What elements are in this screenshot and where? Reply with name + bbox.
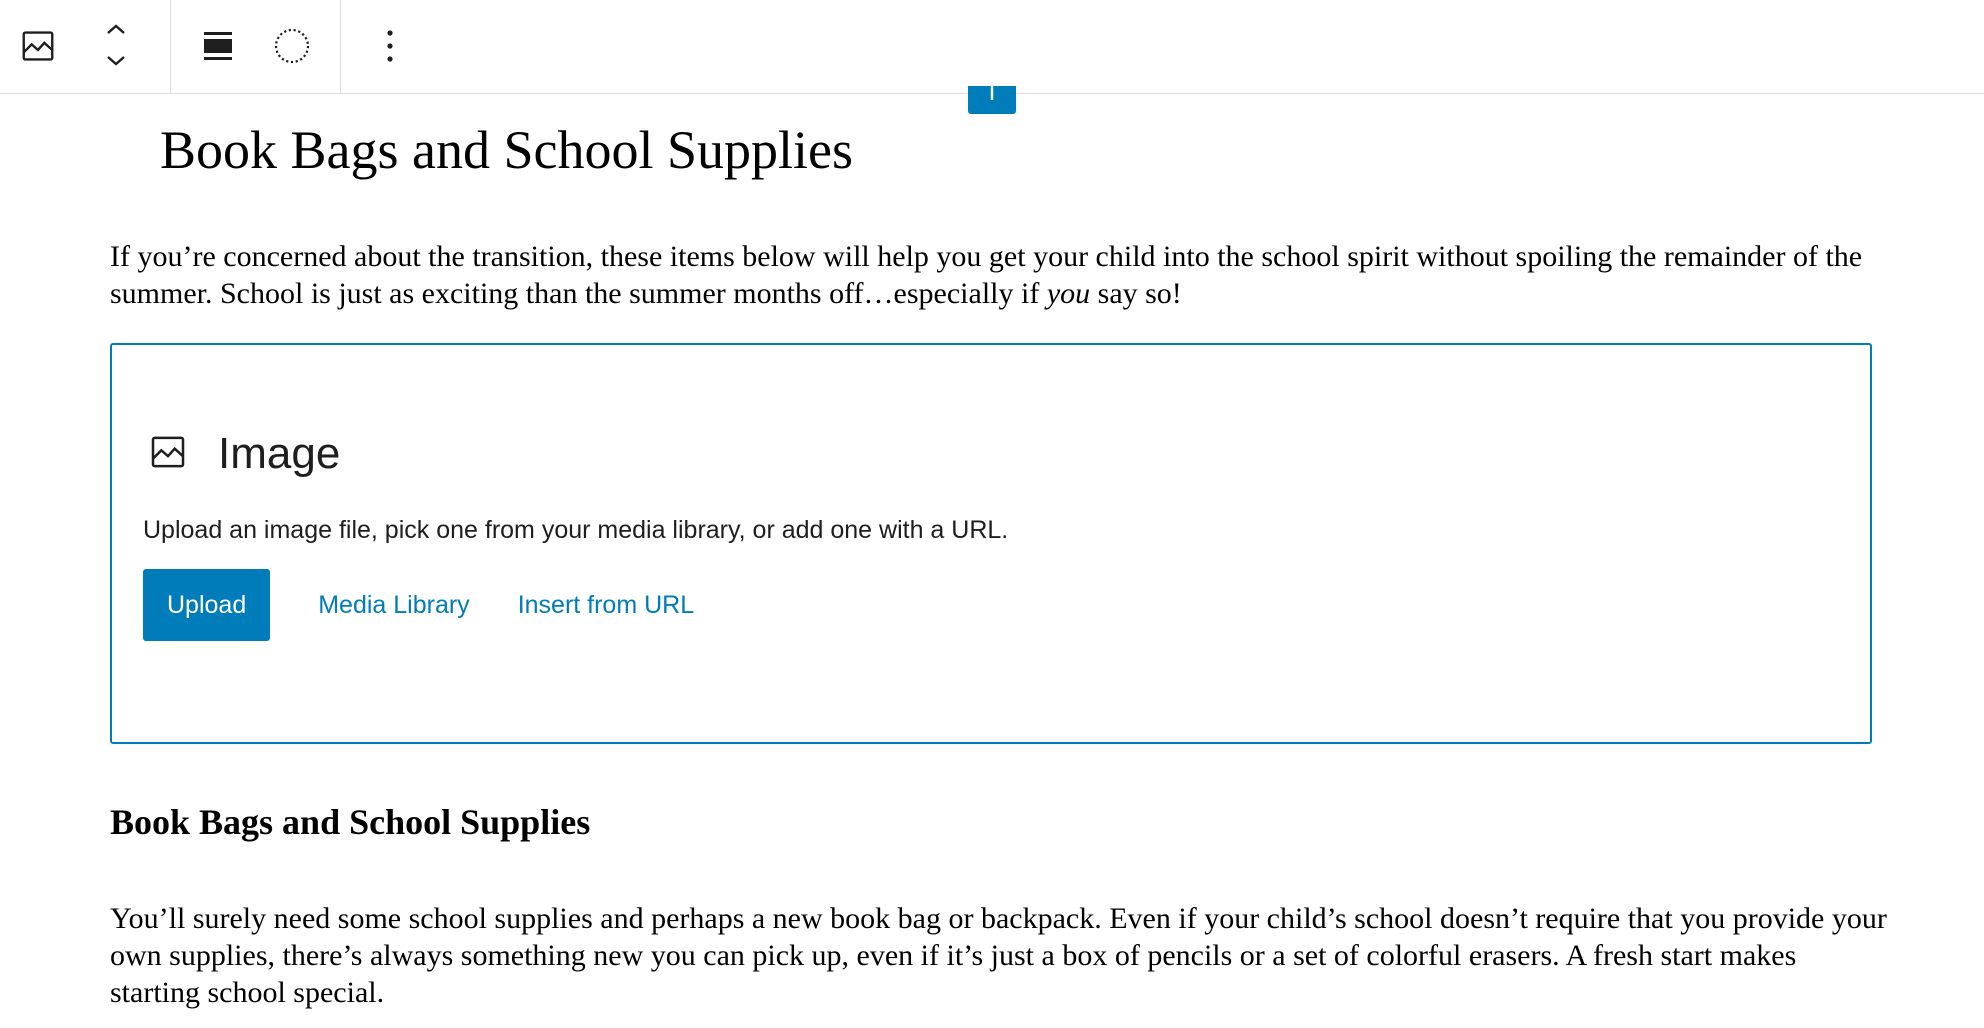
image-block-label bbox=[148, 427, 340, 481]
circle-dotted-icon bbox=[273, 27, 311, 65]
image-icon bbox=[148, 432, 188, 477]
align-wide-icon bbox=[202, 30, 234, 62]
image-block-actions bbox=[143, 569, 706, 641]
block-inserter-button[interactable] bbox=[968, 86, 1016, 114]
duotone-button[interactable] bbox=[262, 16, 322, 76]
intro-text-end: say so! bbox=[1090, 277, 1182, 310]
insert-from-url-button[interactable]: Insert from URL bbox=[506, 569, 706, 641]
move-up-button[interactable] bbox=[92, 16, 140, 46]
chevron-up-icon bbox=[104, 22, 128, 41]
more-vertical-icon bbox=[386, 29, 394, 63]
upload-button[interactable]: Upload bbox=[143, 569, 270, 641]
image-block-title: Image bbox=[218, 429, 341, 478]
move-down-button[interactable] bbox=[92, 48, 140, 78]
more-options-button[interactable] bbox=[360, 16, 420, 76]
align-button[interactable] bbox=[188, 16, 248, 76]
block-type-button[interactable] bbox=[8, 16, 68, 76]
toolbar-separator bbox=[170, 0, 171, 93]
section-heading[interactable]: Book Bags and School Supplies bbox=[110, 802, 591, 842]
block-mover bbox=[92, 14, 140, 80]
block-toolbar bbox=[0, 0, 1984, 94]
plus-icon bbox=[982, 86, 1002, 111]
media-library-button[interactable]: Media Library bbox=[306, 569, 481, 641]
intro-paragraph[interactable] bbox=[110, 238, 1890, 312]
toolbar-separator bbox=[340, 0, 341, 93]
intro-text: If you’re concerned about the transition, these items below will help you get your child into the school spirit without spoiling the remainder of the summer. School is just as exciting than the summer months off…especially if bbox=[110, 240, 1863, 310]
chevron-down-icon bbox=[104, 54, 128, 73]
intro-emphasis: you bbox=[1046, 277, 1091, 310]
image-icon bbox=[19, 27, 57, 65]
section-paragraph[interactable]: You’ll surely need some school supplies and perhaps a new book bag or backpack. Even if your child’s school doesn’t require that you provide your own supplies, there’s always something new you can pick up, even if it’s just a box of pencils or a set of colorful erasers. A fresh start makes starting school special. bbox=[110, 902, 1887, 1009]
image-block-instructions: Upload an image file, pick one from your media library, or add one with a URL. bbox=[143, 516, 1009, 544]
post-title[interactable]: Book Bags and School Supplies bbox=[160, 120, 854, 180]
image-block-placeholder[interactable] bbox=[110, 343, 1872, 744]
